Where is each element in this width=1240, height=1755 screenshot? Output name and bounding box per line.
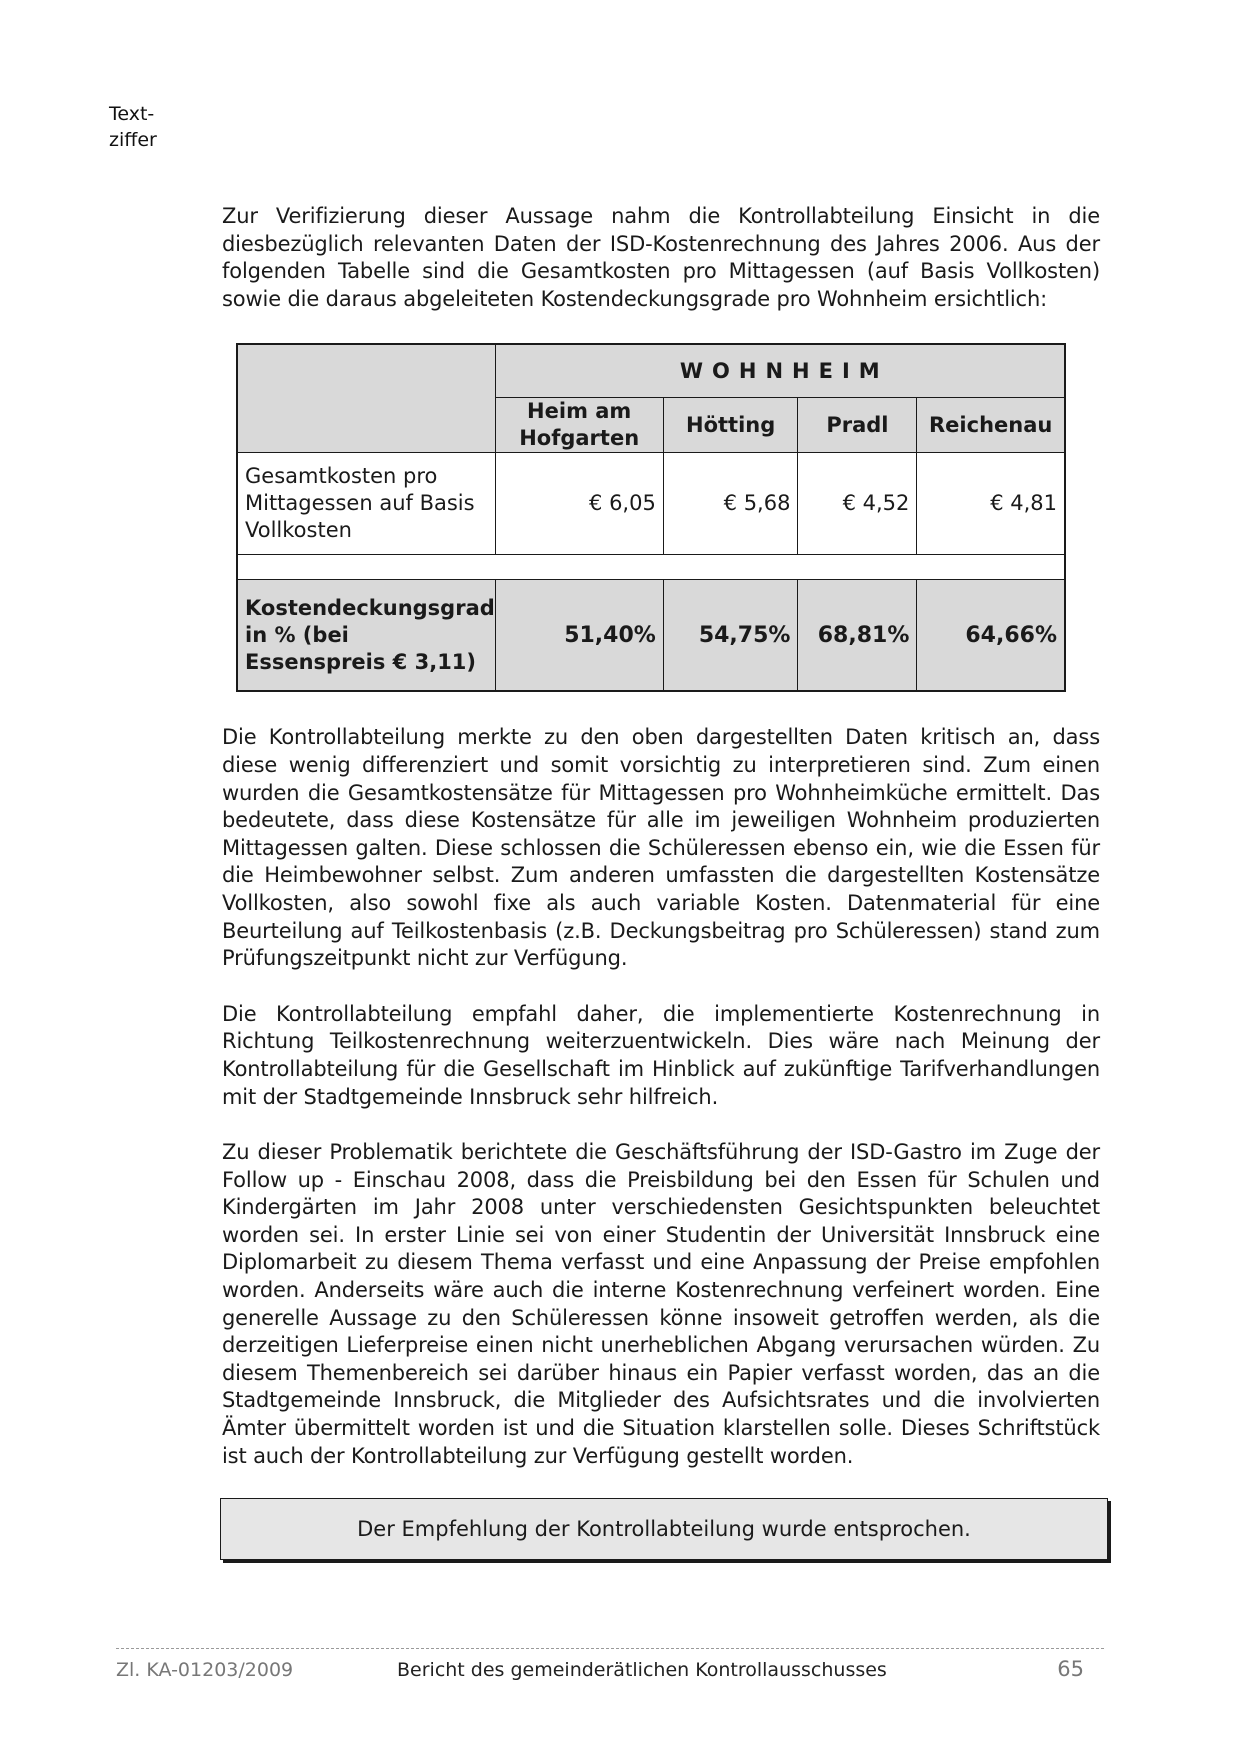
table-row-gesamtkosten: [237, 453, 1065, 555]
column-header-hoetting: Hötting: [663, 398, 798, 453]
margin-label-line2: ziffer: [109, 129, 157, 151]
table-row-kostendeckungsgrad: [237, 580, 1065, 692]
row-label-gesamtkosten: Gesamtkosten pro Mittagessen auf Basis Vollkosten: [237, 453, 495, 555]
column-header-pradl: Pradl: [798, 398, 917, 453]
page-footer: [116, 1648, 1104, 1681]
paragraph-kritik: Die Kontrollabteilung merkte zu den oben dargestellten Daten kritisch an, dass diese wenig differenziert und somit vorsichtig zu interpretieren sind. Zum einen wurden die Gesamtkostensätze für Mittagessen pro Wohnheimküche ermittelt. Das bedeutete, dass diese Kostensätze für alle im jeweiligen Wohnheim produzierten Mittagessen galten. Diese schlossen die Schüleressen ebenso ein, wie die Essen für die Heimbewohner selbst. Zum anderen umfassten die dargestellten Kostensätze Vollkosten, also sowohl fixe als auch variable Kosten. Datenmaterial für eine Beurteilung auf Teilkostenbasis (z.B. Deckungsbeitrag pro Schüleressen) stand zum Prüfungszeitpunkt nicht zur Verfügung.: [222, 725, 1100, 971]
cost-value-pradl: € 4,52: [798, 453, 917, 555]
page-number: 65: [1057, 1657, 1084, 1681]
row-label-kostendeckungsgrad: Kostendeckungsgrad in % (bei Essenspreis € 3,11): [237, 580, 495, 692]
table-header-row: [237, 344, 1065, 398]
cost-value-heim-am-hofgarten: € 6,05: [495, 453, 663, 555]
table-corner-cell: [237, 344, 495, 453]
intro-paragraph: Zur Verifizierung dieser Aussage nahm die Kontrollabteilung Einsicht in die diesbezüglich relevanten Daten der ISD-Kostenrechnung des Jahres 2006. Aus der folgenden Tabelle sind die Gesamtkosten pro Mittagessen (auf Basis Vollkosten) sowie die daraus abgeleiteten Kostendeckungsgrade pro Wohnheim ersichtlich:: [222, 204, 1100, 311]
body-text-section: [222, 724, 1100, 1470]
document-body: [222, 203, 1100, 1560]
wohnheim-group-header: WOHNHEIM: [495, 344, 1065, 398]
column-header-reichenau: Reichenau: [917, 398, 1065, 453]
cost-value-reichenau: € 4,81: [917, 453, 1065, 555]
margin-label-textziffer: [109, 101, 157, 153]
margin-label-line1: Text-: [109, 103, 155, 125]
footer-title: Bericht des gemeinderätlichen Kontrollausschusses: [397, 1659, 887, 1681]
cost-table: [236, 343, 1066, 692]
paragraph-stellungnahme: Zu dieser Problematik berichtete die Geschäftsführung der ISD-Gastro im Zuge der Follow up - Einschau 2008, dass die Preisbildung bei den Essen für Schulen und Kindergärten im Jahr 2008 unter verschiedensten Gesichtspunkten beleuchtet worden sei. In erster Linie sei von einer Studentin der Universität Innsbruck eine Diplomarbeit zu diesem Thema verfasst und eine Anpassung der Preise empfohlen worden. Anderseits wäre auch die interne Kostenrechnung verfeinert worden. Eine generelle Aussage zu den Schüleressen könne insoweit getroffen werden, als die derzeitigen Lieferpreise einen nicht unerheblichen Abgang verursachen würden. Zu diesem Themenbereich sei darüber hinaus ein Papier verfasst worden, das an die Stadtgemeinde Innsbruck, die Mitglieder des Aufsichtsrates und die involvierten Ämter übermittelt worden ist und die Situation klarstellen solle. Dieses Schriftstück ist auch der Kontrollabteilung zur Verfügung gestellt worden.: [222, 1140, 1100, 1468]
rate-value-hoetting: 54,75%: [663, 580, 798, 692]
footer-reference: Zl. KA-01203/2009: [116, 1659, 294, 1681]
cost-table-wrapper: [236, 343, 1066, 692]
recommendation-status-box: Der Empfehlung der Kontrollabteilung wurde entsprochen.: [220, 1498, 1108, 1560]
cost-value-hoetting: € 5,68: [663, 453, 798, 555]
paragraph-empfehlung: Die Kontrollabteilung empfahl daher, die implementierte Kostenrechnung in Richtung Teilkostenrechnung weiterzuentwickeln. Dies wäre nach Meinung der Kontrollabteilung für die Gesellschaft im Hinblick auf zukünftige Tarifverhandlungen mit der Stadtgemeinde Innsbruck sehr hilfreich.: [222, 1001, 1100, 1109]
column-header-heim-am-hofgarten: Heim am Hofgarten: [495, 398, 663, 453]
rate-value-heim-am-hofgarten: 51,40%: [495, 580, 663, 692]
table-spacer-row: [237, 555, 1065, 580]
rate-value-reichenau: 64,66%: [917, 580, 1065, 692]
rate-value-pradl: 68,81%: [798, 580, 917, 692]
table-spacer-cell: [237, 555, 1065, 580]
